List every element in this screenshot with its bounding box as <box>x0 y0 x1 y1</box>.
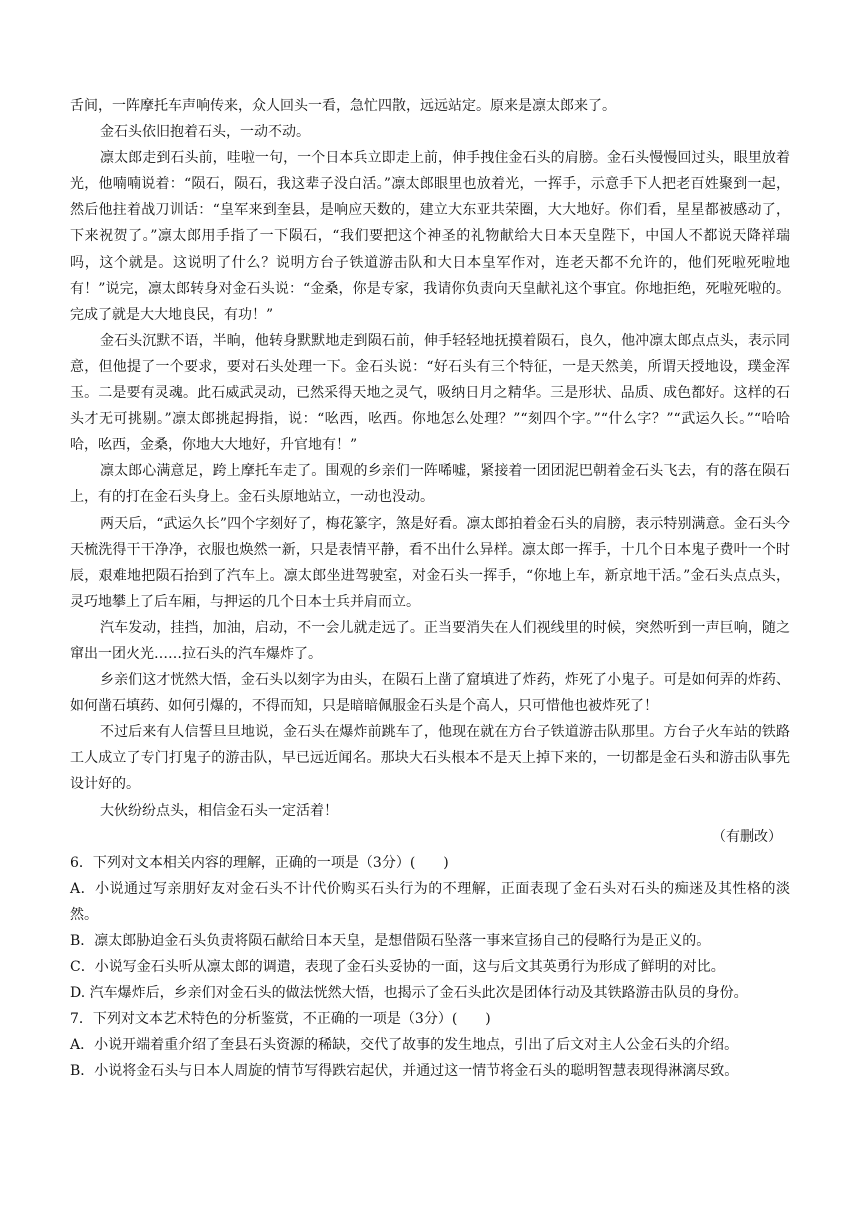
source-note: （有删改） <box>712 828 782 845</box>
passage-paragraph-4: 金石头沉默不语，半晌，他转身默默地走到陨石前，伸手轻轻地抚摸着陨石，良久，他冲凛太郎点点头，表示同意，但他提了一个要求，要对石头处理一下。金石头说：“好石头有三个特征，一是天然美，所谓天授地设，璞金浑玉。二是要有灵魂。此石威武灵动，已然采得天地之灵气，吸纳日月之精华。三是形状、品质、成色都好。这样的石头才无可挑剔。”凛太郎挑起拇指，说：“吆西，吆西。你地怎么处理？”“刻四个字。”“什么字？”“武运久长。”“哈哈哈，吆西，金桑，你地大大地好，升官地有！” <box>70 332 790 454</box>
question-6 <box>70 850 790 1007</box>
question-7 <box>70 1006 790 1084</box>
option-b: B．小说将金石头与日本人周旋的情节写得跌宕起伏，并通过这一情节将金石头的聪明智慧表现得淋漓尽致。 <box>70 1063 739 1080</box>
question-stem: 6．下列对文本相关内容的理解，正确的一项是（3分）( ) <box>70 854 449 871</box>
option-c: C．小说写金石头听从凛太郎的调遣，表现了金石头妥协的一面，这与后文其英勇行为形成了鲜明的对比。 <box>70 959 725 976</box>
passage-paragraph-10: 大伙纷纷点头，相信金石头一定活着！ <box>100 802 338 819</box>
passage-paragraph-5: 凛太郎心满意足，跨上摩托车走了。围观的乡亲们一阵唏嘘，紧接着一团团泥巴朝着金石头飞去，有的落在陨石上，有的打在金石头身上。金石头原地站立，一动也没动。 <box>70 463 790 506</box>
passage-paragraph-2: 金石头依旧抱着石头，一动不动。 <box>100 124 310 141</box>
option-d: D. 汽车爆炸后，乡亲们对金石头的做法恍然大悟，也揭示了金石头此次是团体行动及其铁路游击队员的身份。 <box>70 985 748 1002</box>
passage-paragraph-1: 舌间，一阵摩托车声响传来，众人回头一看，急忙四散，远远站定。原来是凛太郎来了。 <box>70 98 616 114</box>
option-a: A．小说开端着重介绍了奎县石头资源的稀缺，交代了故事的发生地点，引出了后文对主人公金石头的介绍。 <box>70 1037 739 1054</box>
passage-paragraph-8: 乡亲们这才恍然大悟，金石头以刻字为由头，在陨石上凿了窟填进了炸药，炸死了小鬼子。可是如何弄的炸药、如何凿石填药、如何引爆的，不得而知，只是暗暗佩服金石头是个高人，只可惜他也被炸死了！ <box>70 672 790 715</box>
passage-paragraph-6: 两天后，“武运久长”四个字刻好了，梅花篆字，煞是好看。凛太郎拍着金石头的肩膀，表示特别满意。金石头今天梳洗得干干净净，衣服也焕然一新，只是表情平静，看不出什么异样。凛太郎一挥手，十几个日本鬼子费叶一个时辰，艰难地把陨石抬到了汽车上。凛太郎坐进驾驶室，对金石头一挥手，“你地上车，新京地干活。”金石头点点头，灵巧地攀上了后车厢，与押运的几个日本士兵并肩而立。 <box>70 515 790 610</box>
passage-paragraph-9: 不过后来有人信誓旦旦地说，金石头在爆炸前跳车了，他现在就在方台子铁道游击队那里。方台子火车站的铁路工人成立了专门打鬼子的游击队，早已远近闻名。那块大石头根本不是天上掉下来的，一切都是金石头和游击队事先设计好的。 <box>70 724 790 793</box>
option-b: B．凛太郎胁迫金石头负责将陨石献给日本天皇，是想借陨石坠落一事来宣扬自己的侵略行为是正义的。 <box>70 933 711 949</box>
passage <box>70 93 790 824</box>
passage-paragraph-7: 汽车发动，挂挡，加油，启动，不一会儿就走远了。正当要消失在人们视线里的时候，突然听到一声巨响，随之窜出一团火光……拉石头的汽车爆炸了。 <box>70 619 790 662</box>
option-a: A．小说通过写亲朋好友对金石头不计代价购买石头行为的不理解，正面表现了金石头对石头的痴迷及其性格的淡然。 <box>70 880 790 923</box>
passage-paragraph-3: 凛太郎走到石头前，哇啦一句，一个日本兵立即走上前，伸手拽住金石头的肩膀。金石头慢慢回过头，眼里放着光，他喃喃说着：“陨石，陨石，我这辈子没白活。”凛太郎眼里也放着光，一挥手，示意手下人把老百姓聚到一起，然后他拄着战刀训话：“皇军来到奎县，是响应天数的，建立大东亚共荣圈，大大地好。你们看，星星都被感动了，下来祝贺了。”凛太郎用手指了一下陨石，“我们要把这个神圣的礼物献给大日本天皇陛下，中国人不都说天降祥瑞吗，这个就是。这说明了什么？说明方台子铁道游击队和大日本皇军作对，连老天都不允许的，他们死啦死啦地有！”说完，凛太郎转身对金石头说：“金桑，你是专家，我请你负责向天皇献礼这个事宜。你地拒绝，死啦死啦的。完成了就是大大地良民，有功！” <box>70 150 790 323</box>
question-stem: 7．下列对文本艺术特色的分析鉴赏，不正确的一项是（3分）( ) <box>70 1011 491 1028</box>
